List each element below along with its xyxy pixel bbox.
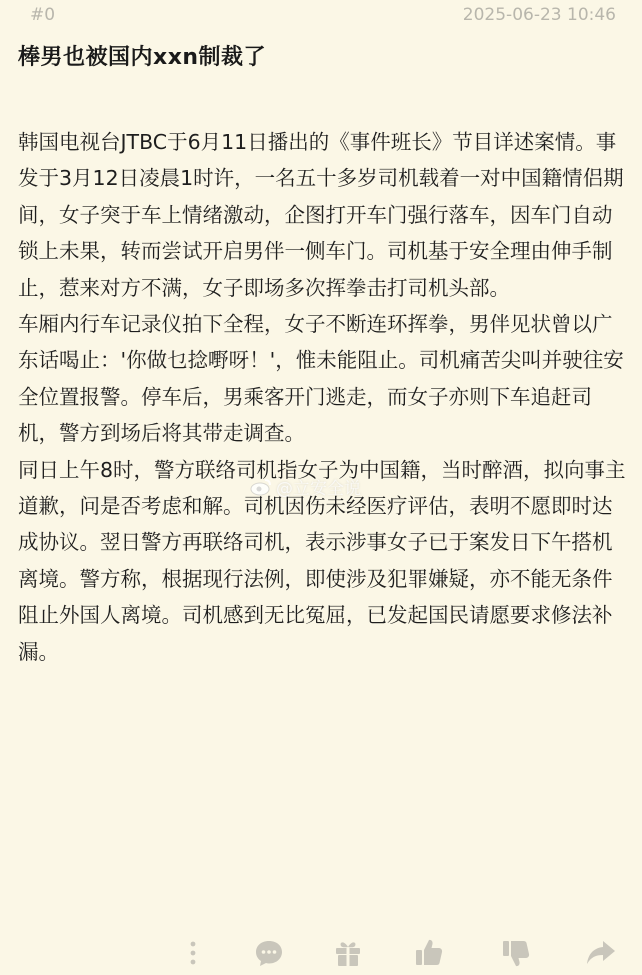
comment-icon (252, 936, 286, 970)
share-icon (584, 936, 618, 970)
paragraph: 同日上午8时，警方联络司机指女子为中国籍，当时醉酒，拟向事主道歉，问是否考虑和解。司机因伤未经医疗评估，表明不愿即时达成协议。翌日警方再联络司机，表示涉事女子已于案发日下午搭机离境。警方称，根据现行法例，即使涉及犯罪嫌疑，亦不能无条件阻止外国人离境。司机感到无比冤屈，已发起国民请愿要求修法补漏。 (18, 457, 626, 664)
post-title: 棒男也被国内xxn制裁了 (18, 45, 267, 70)
dislike-button[interactable] (499, 936, 533, 970)
action-bar (176, 936, 616, 970)
paragraph: 车厢内行车记录仪拍下全程，女子不断连环挥拳，男伴见状曾以广东话喝止：'你做乜捻嘢呀！'，惟未能阻止。司机痛苦尖叫并驶往安全位置报警。停车后，男乘客开门逃走，而女子亦则下车追赶司机，警方到场后将其带走调查。 (18, 312, 624, 446)
thumbs-up-icon (412, 936, 446, 970)
more-options-button[interactable] (176, 936, 210, 970)
watermark-text: @立安全说 (276, 479, 361, 499)
comment-button[interactable] (252, 936, 286, 970)
like-button[interactable] (412, 936, 446, 970)
post-number: #0 (30, 5, 56, 25)
post-meta (30, 4, 616, 26)
post-body (18, 124, 630, 670)
thumbs-down-icon (499, 936, 533, 970)
gift-icon (331, 936, 365, 970)
post-timestamp: 2025-06-23 10:46 (462, 5, 616, 25)
share-button[interactable] (584, 936, 618, 970)
paragraph: 韩国电视台JTBC于6月11日播出的《事件班长》节目详述案情。事发于3月12日凌晨1时许，一名五十多岁司机载着一对中国籍情侣期间，女子突于车上情绪激动，企图打开车门强行落车，因车门自动锁上未果，转而尝试开启男伴一侧车门。司机基于安全理由伸手制止，惹来对方不满，女子即场多次挥拳击打司机头部。 (18, 130, 624, 300)
more-vertical-icon (176, 936, 210, 970)
gift-button[interactable] (331, 936, 365, 970)
